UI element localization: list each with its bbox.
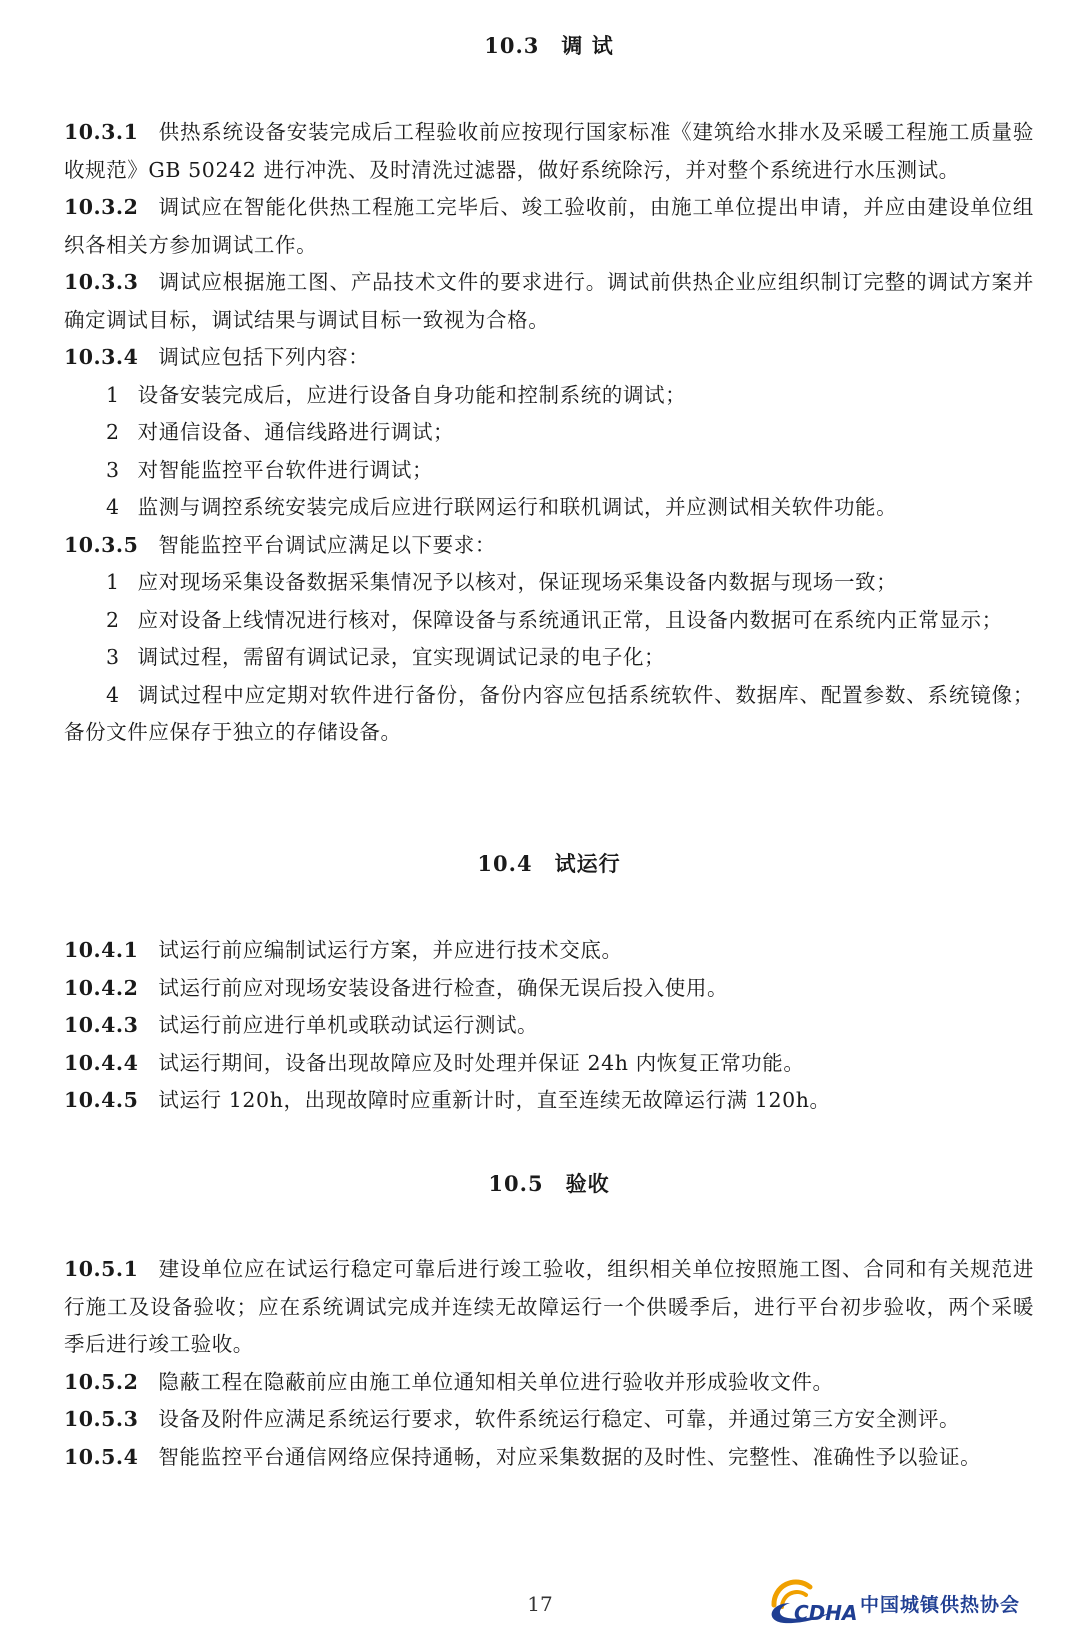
document-page [64, 0, 1034, 1635]
item-number: 1 [106, 570, 120, 594]
clause-number: 10.4.2 [64, 975, 139, 1000]
item-text: 对通信设备、通信线路进行调试； [137, 420, 455, 444]
item-text: 设备安装完成后，应进行设备自身功能和控制系统的调试； [137, 382, 687, 407]
clause-text: 调试应在智能化供热工程施工完毕后、竣工验收前，由施工单位提出申请，并应由建设单位组织各相关方参加调试工作。 [64, 195, 1034, 257]
clause-number: 10.5.4 [64, 1444, 139, 1469]
clause-paragraph [64, 970, 1034, 1008]
clause-text: 智能监控平台通信网络应保持通畅，对应采集数据的及时性、完整性、准确性予以验证。 [158, 1444, 982, 1469]
item-number: 3 [106, 457, 120, 482]
clause-number: 10.3.4 [64, 345, 139, 369]
section-heading [64, 1168, 1034, 1198]
clause-text: 调试应包括下列内容： [158, 345, 370, 369]
clause-paragraph [64, 1045, 1034, 1083]
list-item [64, 452, 1034, 490]
clause-number: 10.4.3 [64, 1013, 139, 1037]
clause-paragraph [64, 1082, 1034, 1120]
list-item [64, 489, 1034, 527]
item-number: 4 [106, 682, 120, 707]
section-body [64, 1251, 1034, 1476]
item-text: 应对设备上线情况进行核对，保障设备与系统通讯正常，且设备内数据可在系统内正常显示； [137, 607, 1003, 632]
clause-text: 供热系统设备安装完成后工程验收前应按现行国家标准《建筑给水排水及采暖工程施工质量验收规范》GB 50242 进行冲洗、及时清洗过滤器，做好系统除污，并对整个系统进行水压测试。 [64, 120, 1034, 182]
item-text: 监测与调控系统安装完成后应进行联网运行和联机调试，并应测试相关软件功能。 [137, 495, 898, 519]
clause-text: 试运行前应对现场安装设备进行检查，确保无误后投入使用。 [158, 975, 729, 1000]
clause-paragraph [64, 1401, 1034, 1439]
item-text: 调试过程，需留有调试记录，宜实现调试记录的电子化； [137, 645, 666, 669]
item-number: 4 [106, 495, 120, 519]
clause-paragraph [64, 339, 1034, 377]
clause-text: 设备及附件应满足系统运行要求，软件系统运行稳定、可靠，并通过第三方安全测评。 [158, 1407, 961, 1431]
item-number: 2 [106, 420, 120, 444]
clause-text: 智能监控平台调试应满足以下要求： [158, 532, 496, 557]
item-text: 调试过程中应定期对软件进行备份，备份内容应包括系统软件、数据库、配置参数、系统镜像；备份文件应保存于独立的存储设备。 [64, 682, 1034, 744]
section-title: 试运行 [554, 851, 621, 876]
clause-paragraph [64, 1364, 1034, 1402]
clause-number: 10.3.2 [64, 195, 139, 219]
clause-number: 10.4.5 [64, 1088, 139, 1112]
list-item [64, 677, 1034, 752]
clause-number: 10.3.5 [64, 532, 139, 557]
clause-text: 调试应根据施工图、产品技术文件的要求进行。调试前供热企业应组织制订完整的调试方案并确定调试目标，调试结果与调试目标一致视为合格。 [64, 270, 1034, 332]
clause-number: 10.3.1 [64, 120, 139, 144]
item-text: 应对现场采集设备数据采集情况予以核对，保证现场采集设备内数据与现场一致； [137, 570, 898, 594]
clause-number: 10.5.1 [64, 1257, 139, 1281]
clause-text: 试运行 120h，出现故障时应重新计时，直至连续无故障运行满 120h。 [158, 1088, 831, 1112]
logo-text: 中国城镇供热协会 [860, 1594, 1021, 1616]
clause-paragraph [64, 932, 1034, 970]
item-text: 对智能监控平台软件进行调试； [137, 457, 434, 482]
list-item [64, 414, 1034, 452]
clause-paragraph [64, 1007, 1034, 1045]
item-number: 3 [106, 645, 120, 669]
clause-paragraph [64, 527, 1034, 565]
section-title: 验收 [565, 1171, 610, 1196]
list-item [64, 639, 1034, 677]
clause-text: 试运行前应进行单机或联动试运行测试。 [158, 1013, 539, 1037]
list-item [64, 602, 1034, 640]
clause-text: 隐蔽工程在隐蔽前应由施工单位通知相关单位进行验收并形成验收文件。 [158, 1369, 834, 1394]
item-number: 1 [106, 382, 120, 407]
section-body [64, 114, 1034, 752]
clause-number: 10.5.2 [64, 1369, 139, 1394]
list-item [64, 377, 1034, 415]
clause-paragraph [64, 114, 1034, 189]
clause-paragraph [64, 1251, 1034, 1364]
section-number: 10.3 [484, 33, 540, 58]
section-number: 10.4 [477, 851, 533, 876]
clause-text: 建设单位应在试运行稳定可靠后进行竣工验收，组织相关单位按照施工图、合同和有关规范进行施工及设备验收；应在系统调试完成并连续无故障运行一个供暖季后，进行平台初步验收，两个采暖季后进行竣工验收。 [64, 1257, 1034, 1356]
section-heading [64, 30, 1034, 60]
clause-text: 试运行前应编制试运行方案，并应进行技术交底。 [158, 938, 623, 962]
clause-text: 试运行期间，设备出现故障应及时处理并保证 24h 内恢复正常功能。 [158, 1050, 805, 1075]
clause-paragraph [64, 189, 1034, 264]
clause-paragraph [64, 1439, 1034, 1477]
clause-number: 10.4.4 [64, 1050, 139, 1075]
section-number: 10.5 [488, 1171, 544, 1196]
clause-number: 10.4.1 [64, 938, 139, 962]
clause-number: 10.5.3 [64, 1407, 139, 1431]
section-body [64, 932, 1034, 1120]
clause-paragraph [64, 264, 1034, 339]
clause-number: 10.3.3 [64, 270, 139, 294]
logo-abbr: CDHA [794, 1601, 858, 1625]
section-heading [64, 848, 1034, 878]
section-title: 调 试 [561, 33, 614, 58]
item-number: 2 [106, 607, 120, 632]
page-number: 17 [527, 1592, 553, 1616]
list-item [64, 564, 1034, 602]
